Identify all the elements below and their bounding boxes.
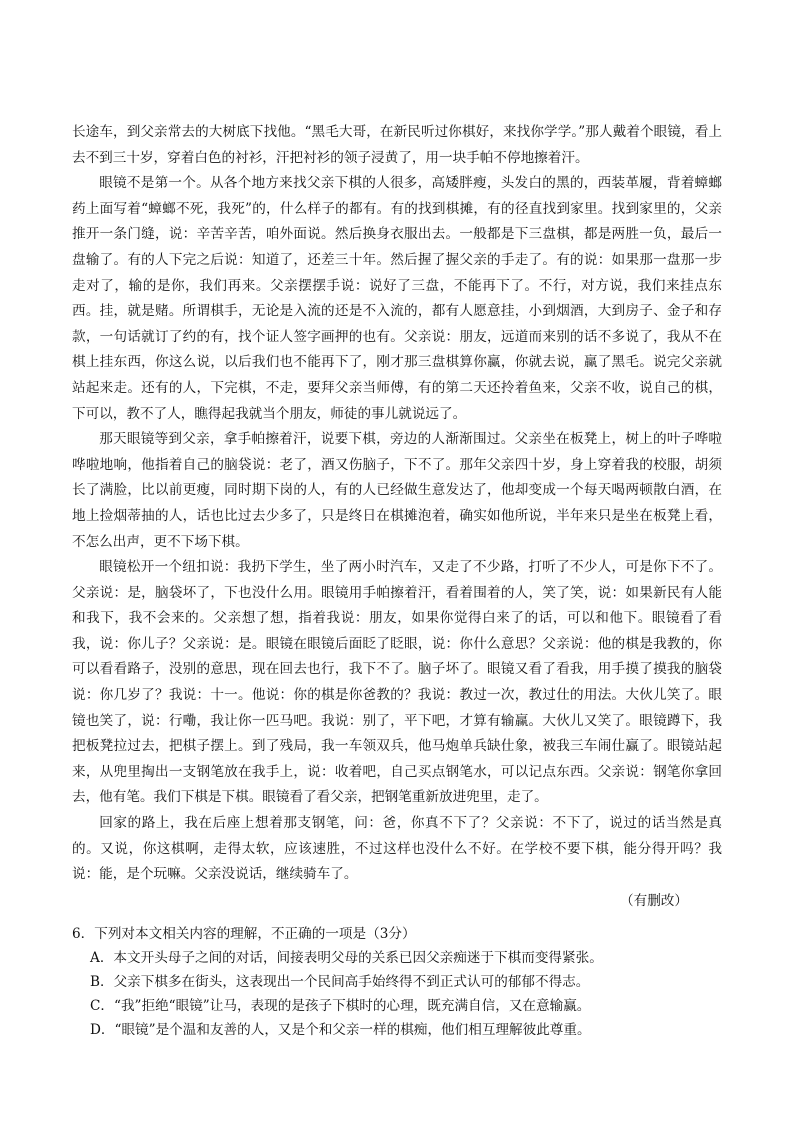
source-note: （有删改） [620,892,688,909]
passage-paragraph-2: 眼镜不是第一个。从各个地方来找父亲下棋的人很多，高矮胖瘦，头发白的黑的，西装革履，背着蟑螂药上面写着“蟑螂不死，我死”的，什么样子的都有。有的找到棋摊，有的径直找到家里。找到家里的，父亲推开一条门缝，说：辛苦辛苦，咱外面说。然后换身衣服出去。一般都是下三盘棋，都是两胜一负，最后一盘输了。有的人下完之后说：知道了，还差三十年。然后握了握父亲的手走了。有的说：如果那一盘那一步走对了，输的是你，我们再来。父亲摆摆手说：说好了三盘，不能再下了。不行，对方说，我们来挂点东西。挂，就是赌。所谓棋手，无论是入流的还是不入流的，都有人愿意挂，小到烟酒，大到房子、金子和存款，一句话就订了约的有，找个证人签字画押的也有。父亲说：朋友，远道而来别的话不多说了，我从不在棋上挂东西，你这么说，以后我们也不能再下了，刚才那三盘棋算你赢，你就去说，赢了黑毛。说完父亲就站起来走。还有的人，下完棋，不走，要拜父亲当师傅，有的第二天还拎着鱼来，父亲不收，说自己的棋，下可以，教不了人，瞧得起我就当个朋友，师徒的事儿就说远了。 [72,175,722,422]
question-options [72,946,722,1042]
question-6 [72,922,722,1042]
passage-paragraph-1: 长途车，到父亲常去的大树底下找他。“黑毛大哥，在新民听过你棋好，来找你学学。”那人戴着个眼镜，看上去不到三十岁，穿着白色的衬衫，汗把衬衫的领子浸黄了，用一块手帕不停地擦着汗。 [72,124,722,166]
question-stem: 6．下列对本文相关内容的理解，不正确的一项是（3分） [72,925,416,942]
passage-paragraph-4: 眼镜松开一个纽扣说：我扔下学生，坐了两小时汽车，又走了不少路，打听了不少人，可是你下不了。父亲说：是，脑袋坏了，下也没什么用。眼镜用手帕擦着汗，看着围着的人，笑了笑，说：如果新民有人能和我下，我不会来的。父亲想了想，指着我说：朋友，如果你觉得白来了的话，可以和他下。眼镜看了看我，说：你儿子？父亲说：是。眼镜在眼镜后面眨了眨眼，说：你什么意思？父亲说：他的棋是我教的，你可以看看路子，没别的意思，现在回去也行，我下不了。脑子坏了。眼镜又看了看我，用手摸了摸我的脑袋说：你几岁了？我说：十一。他说：你的棋是你爸教的？我说：教过一次，教过仕的用法。大伙儿笑了。眼镜也笑了，说：行嘞，我让你一匹马吧。我说：别了，平下吧，才算有输赢。大伙儿又笑了。眼镜蹲下，我把板凳拉过去，把棋子摆上。到了残局，我一车领双兵，他马炮单兵缺仕象，被我三车闹仕赢了。眼镜站起来，从兜里掏出一支钢笔放在我手上，说：收着吧，自己买点钢笔水，可以记点东西。父亲说：钢笔你拿回去，他有笔。我们下棋是下棋。眼镜看了看父亲，把钢笔重新放进兜里，走了。 [72,559,722,806]
option-d: D．“眼镜”是个温和友善的人，又是个和父亲一样的棋痴，他们相互理解彼此尊重。 [90,1021,591,1038]
document-page [72,120,722,1042]
option-a: A．本文开头母子之间的对话，间接表明父母的关系已因父亲痴迷于下棋而变得紧张。 [90,949,603,966]
passage-paragraph-5: 回家的路上，我在后座上想着那支钢笔，问：爸，你真不下了？父亲说：不下了，说过的话当然是真的。又说，你这棋啊，走得太软，应该速胜，不过这样也没什么不好。在学校不要下棋，能分得开吗？我说：能，是个玩嘛。父亲没说话，继续骑车了。 [72,815,722,883]
option-c: C．“我”拒绝“眼镜”让马，表现的是孩子下棋时的心理，既充满自信，又在意输赢。 [90,997,591,1014]
passage-paragraph-3: 那天眼镜等到父亲，拿手帕擦着汗，说要下棋，旁边的人渐渐围过。父亲坐在板凳上，树上的叶子哗啦哗啦地响，他指着自己的脑袋说：老了，酒又伤脑子，下不了。那年父亲四十岁，身上穿着我的校服，胡须长了满脸，比以前更瘦，同时期下岗的人，有的人已经做生意发达了，他却变成一个每天喝两顿散白酒，在地上捡烟蒂抽的人，话也比过去少多了，只是终日在棋摊泡着，确实如他所说，半年来只是坐在板凳上看，不怎么出声，更不下场下棋。 [72,431,722,550]
passage [72,120,722,914]
option-b: B．父亲下棋多在街头，这表现出一个民间高手始终得不到正式认可的郁郁不得志。 [90,973,590,990]
